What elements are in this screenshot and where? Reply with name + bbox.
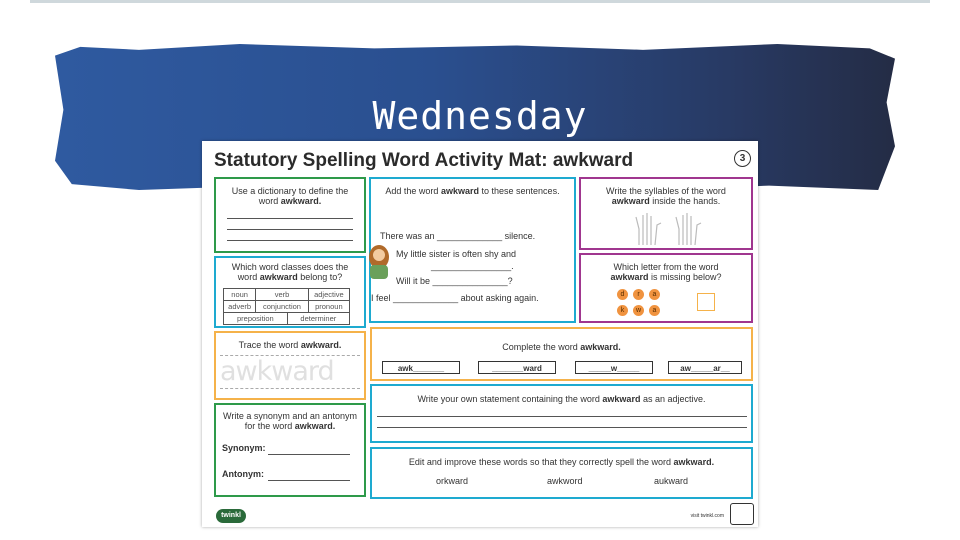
- sentence-4: I feel _____________ about asking again.: [371, 293, 539, 303]
- letter-circle: a: [649, 289, 660, 300]
- complete-prompt: Complete the word awkward.: [502, 342, 621, 352]
- word-class-cell[interactable]: verb: [256, 289, 308, 301]
- footer-url: visit twinkl.com: [690, 513, 724, 519]
- trace-box: [214, 331, 366, 400]
- word-class-cell[interactable]: preposition: [224, 313, 288, 325]
- activity-mat: [202, 141, 758, 527]
- mat-title: Statutory Spelling Word Activity Mat: awkward: [214, 150, 634, 171]
- word-class-cell[interactable]: adjective: [308, 289, 349, 301]
- answer-line[interactable]: [227, 218, 353, 219]
- answer-box[interactable]: [697, 293, 715, 311]
- trace-word[interactable]: awkward: [220, 355, 360, 389]
- word-class-cell[interactable]: pronoun: [308, 301, 349, 313]
- letter-circle: a: [649, 305, 660, 316]
- badge-icon: [730, 503, 754, 525]
- answer-line[interactable]: [377, 427, 747, 428]
- sentence-3: Will it be _______________?: [396, 276, 513, 286]
- word-classes-box: [214, 256, 366, 328]
- word-class-table-row3: [223, 312, 350, 325]
- edit-word: orkward: [436, 476, 469, 486]
- complete-item[interactable]: awk_______: [382, 361, 460, 374]
- sentence-2: My little sister is often shy and: [396, 249, 517, 259]
- complete-item[interactable]: _____w_____: [575, 361, 653, 374]
- complete-item[interactable]: aw_____ar__: [668, 361, 742, 374]
- synonym-line[interactable]: [268, 454, 350, 455]
- letter-circle: w: [633, 305, 644, 316]
- word-classes-prompt: Which word classes does the word awkward belong to?: [231, 262, 349, 282]
- antonym-line[interactable]: [268, 480, 350, 481]
- twinkl-logo: twinkl: [216, 509, 246, 523]
- antonym-label: Antonym:: [222, 469, 264, 479]
- complete-item[interactable]: _______ward: [478, 361, 556, 374]
- syllables-prompt: Write the syllables of the word awkward inside the hands.: [606, 186, 726, 206]
- sentence-2-blank: ________________.: [431, 261, 514, 271]
- letter-circle: r: [633, 289, 644, 300]
- edit-box: [370, 447, 753, 499]
- syllables-box: [579, 177, 753, 250]
- word-class-table: [223, 288, 350, 313]
- synonym-row: [222, 443, 266, 453]
- missing-letter-prompt: Which letter from the word awkward is missing below?: [610, 262, 722, 282]
- statement-prompt: Write your own statement containing the word awkward as an adjective.: [417, 394, 706, 404]
- edit-word: aukward: [654, 476, 689, 486]
- top-rule: [30, 0, 930, 3]
- letter-circle: d: [617, 289, 628, 300]
- edit-prompt: Edit and improve these words so that they correctly spell the word awkward.: [408, 457, 715, 467]
- define-box: [214, 177, 366, 253]
- word-class-cell[interactable]: noun: [224, 289, 256, 301]
- word-class-cell[interactable]: conjunction: [256, 301, 308, 313]
- sentences-prompt: Add the word awkward to these sentences.: [385, 186, 560, 196]
- synonym-box: [214, 403, 366, 497]
- hands-icon: [633, 211, 713, 247]
- synonym-label: Synonym:: [222, 443, 266, 453]
- trace-prompt: Trace the word awkward.: [238, 340, 342, 350]
- answer-line[interactable]: [227, 229, 353, 230]
- answer-line[interactable]: [377, 416, 747, 417]
- letter-circle: k: [617, 305, 628, 316]
- antonym-row: [222, 469, 264, 479]
- answer-line[interactable]: [227, 240, 353, 241]
- mat-number-badge: 3: [734, 150, 751, 167]
- sentences-box: [369, 177, 576, 323]
- complete-box: [370, 327, 753, 381]
- slide-title: Wednesday: [372, 94, 588, 138]
- missing-letter-box: [579, 253, 753, 323]
- shy-girl-icon: [361, 241, 397, 279]
- define-prompt: Use a dictionary to define the word awkward.: [231, 186, 349, 206]
- synonym-prompt: Write a synonym and an antonym for the word awkward.: [223, 411, 357, 431]
- sentence-1: There was an _____________ silence.: [380, 231, 536, 241]
- word-class-cell[interactable]: adverb: [224, 301, 256, 313]
- edit-word: awkword: [547, 476, 583, 486]
- word-class-cell[interactable]: determiner: [287, 313, 349, 325]
- statement-box: [370, 384, 753, 443]
